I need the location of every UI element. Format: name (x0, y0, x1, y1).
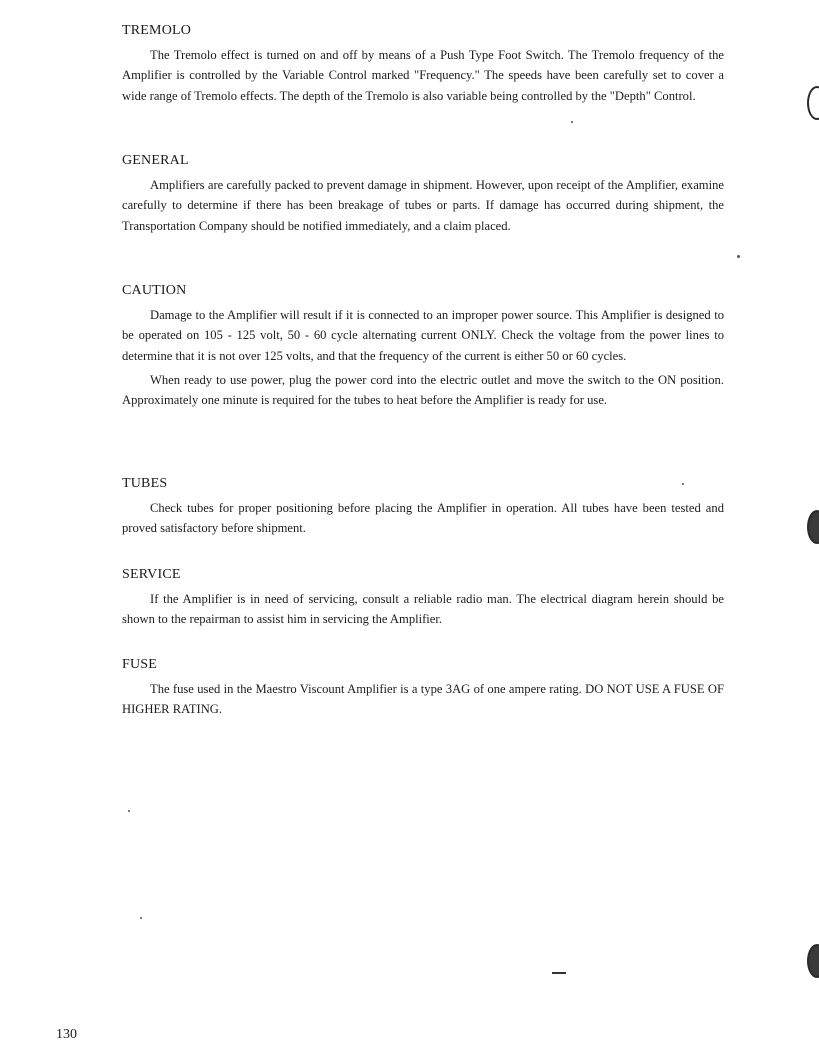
scan-speck-decoration (128, 810, 130, 812)
section-paragraph: If the Amplifier is in need of servicing, consult a reliable radio man. The electrical diagram herein should be shown to the repairman to assist him in servicing the Amplifier. (122, 592, 724, 627)
section-heading: SERVICE (122, 567, 181, 582)
page-number: 130 (56, 1027, 77, 1042)
section-tubes (122, 475, 724, 539)
section-paragraph: The Tremolo effect is turned on and off by means of a Push Type Foot Switch. The Tremolo frequency of the Amplifier is controlled by the Variable Control marked "Frequency." The speeds have been carefully set to cover a wide range of Tremolo effects. The depth of the Tremolo is also variable being controlled by the "Depth" Control. (122, 48, 724, 103)
binder-hole-decoration (807, 510, 819, 544)
section-service (122, 566, 724, 630)
section-paragraph: Damage to the Amplifier will result if it is connected to an improper power source. This Amplifier is designed to be operated on 105 - 125 volt, 50 - 60 cycle alternating current ONLY. Check the voltage from the power lines to determine that it is not over 125 volts, and that the frequency of the current is either 50 or 60 cycles. (122, 308, 724, 363)
scan-mark-decoration (552, 972, 566, 974)
section-heading: FUSE (122, 657, 158, 672)
scan-speck-decoration (140, 917, 142, 919)
section-tremolo (122, 22, 724, 106)
binder-hole-decoration (807, 86, 819, 120)
section-paragraph: When ready to use power, plug the power cord into the electric outlet and move the switch to the ON position. Approximately one minute is required for the tubes to heat before the Amplifier is ready for use. (122, 372, 724, 408)
binder-hole-decoration (807, 944, 819, 978)
section-paragraph: The fuse used in the Maestro Viscount Amplifier is a type 3AG of one ampere rating. DO NOT USE A FUSE OF HIGHER RATING. (122, 682, 724, 717)
scan-speck-decoration (571, 121, 573, 123)
section-caution (122, 282, 724, 410)
section-heading: CAUTION (122, 283, 187, 298)
section-paragraph: Check tubes for proper positioning before placing the Amplifier in operation. All tubes have been tested and proved satisfactory before shipment. (122, 501, 724, 536)
section-heading: TREMOLO (122, 23, 192, 38)
scan-speck-decoration (737, 255, 740, 258)
section-heading: GENERAL (122, 153, 189, 168)
section-fuse (122, 656, 724, 720)
section-heading: TUBES (122, 476, 168, 491)
section-paragraph: Amplifiers are carefully packed to prevent damage in shipment. However, upon receipt of the Amplifier, examine carefully to determine if there has been breakage of tubes or parts. If damage has occurred during shipment, the Transportation Company should be notified immediately, and a claim placed. (122, 178, 724, 233)
section-general (122, 152, 724, 236)
scan-speck-decoration (682, 483, 684, 485)
